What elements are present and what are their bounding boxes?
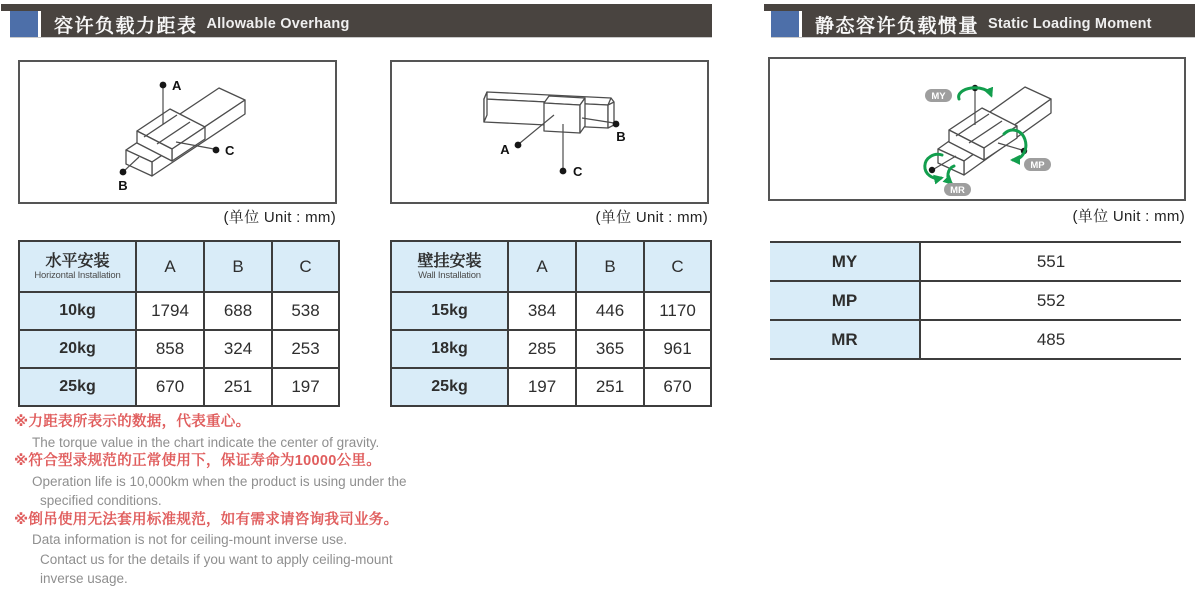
table-title-en: Wall Installation bbox=[418, 270, 481, 282]
note-en: specified conditions. bbox=[40, 493, 162, 508]
row-label: 18kg bbox=[391, 330, 508, 368]
note-zh: ※力距表所表示的数据，代表重心。 bbox=[14, 414, 251, 430]
note-zh: ※倒吊使用无法套用标准规范，如有需求请咨询我司业务。 bbox=[14, 511, 399, 528]
value-cell: 552 bbox=[920, 281, 1181, 320]
static-moment-diagram bbox=[768, 57, 1186, 201]
moment-header-strip bbox=[764, 4, 1195, 11]
header-accent-square bbox=[10, 11, 38, 37]
rail-3d-drawing bbox=[484, 92, 614, 133]
mp-badge-label: MP bbox=[1030, 160, 1045, 171]
overhang-title-zh: 容许负载力距表 bbox=[54, 15, 198, 37]
value-cell: 197 bbox=[508, 368, 576, 406]
value-cell: 251 bbox=[204, 368, 272, 406]
column-header-b: B bbox=[576, 241, 644, 292]
unit-label: (单位 Unit : mm) bbox=[223, 209, 336, 226]
table-row bbox=[391, 368, 711, 406]
table-row bbox=[770, 281, 1181, 320]
table-row bbox=[19, 292, 339, 330]
value-cell: 961 bbox=[644, 330, 711, 368]
point-label-c: C bbox=[225, 143, 235, 158]
value-cell: 688 bbox=[204, 292, 272, 330]
note-en: The torque value in the chart indicate the center of gravity. bbox=[32, 434, 380, 450]
wall-rail-drawing bbox=[392, 62, 707, 202]
moment-header-bar bbox=[771, 11, 1195, 37]
row-label: 15kg bbox=[391, 292, 508, 330]
moment-title-zh: 静态容许负载惯量 bbox=[815, 15, 980, 37]
value-cell: 1794 bbox=[136, 292, 204, 330]
value-cell: 538 bbox=[272, 292, 339, 330]
value-cell: 485 bbox=[920, 320, 1181, 359]
value-cell: 251 bbox=[576, 368, 644, 406]
point-label-c: C bbox=[573, 164, 583, 179]
note-en: inverse usage. bbox=[40, 571, 128, 586]
row-label: 25kg bbox=[19, 368, 136, 406]
table-title-cell bbox=[19, 241, 136, 292]
mr-badge-label: MR bbox=[950, 185, 965, 196]
value-cell: 446 bbox=[576, 292, 644, 330]
unit-label: (单位 Unit : mm) bbox=[595, 209, 708, 226]
moment-label: MR bbox=[770, 320, 920, 359]
overhang-header-bar bbox=[10, 11, 712, 37]
value-cell: 384 bbox=[508, 292, 576, 330]
table-title-cell bbox=[391, 241, 508, 292]
value-cell: 1170 bbox=[644, 292, 711, 330]
column-header-a: A bbox=[136, 241, 204, 292]
value-cell: 551 bbox=[920, 242, 1181, 281]
moment-label: MP bbox=[770, 281, 920, 320]
note-en: Contact us for the details if you want to apply ceiling-mount bbox=[40, 551, 393, 567]
row-label: 25kg bbox=[391, 368, 508, 406]
point-label-a: A bbox=[500, 142, 510, 157]
point-label-a: A bbox=[172, 78, 182, 93]
value-cell: 197 bbox=[272, 368, 339, 406]
row-label: 20kg bbox=[19, 330, 136, 368]
value-cell: 670 bbox=[136, 368, 204, 406]
point-label-b: B bbox=[118, 178, 128, 193]
table-row bbox=[770, 320, 1181, 359]
table-row bbox=[19, 330, 339, 368]
note-en: Data information is not for ceiling-mount inverse use. bbox=[32, 532, 348, 547]
value-cell: 365 bbox=[576, 330, 644, 368]
note-zh: ※符合型录规范的正常使用下，保证寿命为10000公里。 bbox=[14, 453, 382, 469]
value-cell: 670 bbox=[644, 368, 711, 406]
overhang-header-body bbox=[41, 11, 712, 37]
overhang-header-strip bbox=[1, 4, 712, 11]
value-cell: 324 bbox=[204, 330, 272, 368]
horizontal-installation-table bbox=[18, 240, 340, 407]
header-accent-square bbox=[771, 11, 799, 37]
table-title-en: Horizontal Installation bbox=[34, 270, 121, 282]
overhang-title-en: Allowable Overhang bbox=[206, 16, 350, 32]
value-cell: 285 bbox=[508, 330, 576, 368]
static-moment-table bbox=[770, 241, 1181, 360]
unit-label: (单位 Unit : mm) bbox=[1072, 208, 1185, 225]
horizontal-rail-drawing bbox=[20, 62, 335, 202]
value-cell: 858 bbox=[136, 330, 204, 368]
note-en: Operation life is 10,000km when the product is using under the bbox=[32, 473, 407, 489]
row-label: 10kg bbox=[19, 292, 136, 330]
column-header-c: C bbox=[644, 241, 711, 292]
wall-installation-diagram bbox=[390, 60, 709, 204]
column-header-a: A bbox=[508, 241, 576, 292]
moment-label: MY bbox=[770, 242, 920, 281]
rail-3d-drawing bbox=[126, 88, 245, 176]
table-title-zh: 水平安装 bbox=[45, 252, 110, 270]
wall-installation-table bbox=[390, 240, 712, 407]
column-header-b: B bbox=[204, 241, 272, 292]
table-title-zh: 壁挂安装 bbox=[417, 252, 482, 270]
moment-rail-drawing bbox=[770, 59, 1184, 199]
table-row bbox=[770, 242, 1181, 281]
footnotes bbox=[14, 413, 514, 589]
point-label-b: B bbox=[616, 129, 626, 144]
value-cell: 253 bbox=[272, 330, 339, 368]
column-header-c: C bbox=[272, 241, 339, 292]
horizontal-installation-diagram bbox=[18, 60, 337, 204]
table-row bbox=[391, 292, 711, 330]
table-row bbox=[19, 368, 339, 406]
moment-header-body bbox=[802, 11, 1195, 37]
my-badge-label: MY bbox=[931, 91, 946, 102]
moment-title-en: Static Loading Moment bbox=[988, 16, 1152, 32]
table-row bbox=[391, 330, 711, 368]
